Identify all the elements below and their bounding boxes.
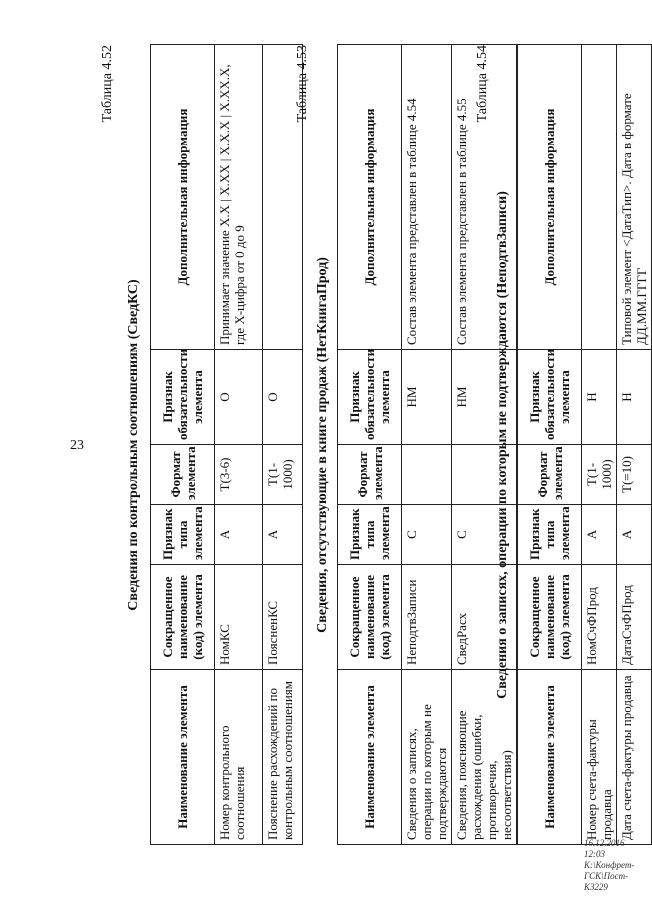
cell-info: Типовой элемент <ДатаТип>. Дата в формате ДД.ММ.ГГГГ [617, 45, 652, 350]
header-info: Дополнительная информация [151, 45, 215, 350]
table-row [617, 45, 652, 845]
cell-type: А [215, 505, 263, 565]
cell-required: Н [582, 350, 617, 445]
header-info: Дополнительная информация [518, 45, 582, 350]
cell-name: Пояснение расхождений по контрольным соотношениям [263, 670, 303, 845]
header-name: Наименование элемента [518, 670, 582, 845]
cell-name: Дата счета-фактуры продавца [617, 670, 652, 845]
header-format: Формат элемента [518, 445, 582, 505]
cell-info: Состав элемента представлен в таблице 4.55 [452, 45, 517, 350]
header-format: Формат элемента [151, 445, 215, 505]
cell-required: О [215, 350, 263, 445]
header-format: Формат элемента [338, 445, 402, 505]
table-4-54 [517, 44, 652, 845]
cell-code: НомКС [215, 565, 263, 670]
header-info: Дополнительная информация [338, 45, 402, 350]
cell-name: Сведения о записях, операции по которым не подтверждаются [402, 670, 452, 845]
table-label: Таблица 4.52 [100, 45, 115, 123]
header-row [518, 45, 582, 845]
cell-format: Т(1-1000) [263, 445, 303, 505]
header-type: Признак типа элемента [151, 505, 215, 565]
cell-required: НМ [452, 350, 517, 445]
cell-code: ДатаСчФПрод [617, 565, 652, 670]
section-title: Сведения, отсутствующие в книге продаж (НетКнигаПрод) [315, 257, 330, 633]
header-name: Наименование элемента [338, 670, 402, 845]
section-title: Сведения о записях, операции по которым не подтверждаются (НеподтвЗаписи) [495, 191, 510, 699]
section-title: Сведения по контрольным соотношениям (СведКС) [126, 279, 141, 611]
cell-required: НМ [402, 350, 452, 445]
table-row [402, 45, 452, 845]
header-required: Признак обязательности элемента [338, 350, 402, 445]
table-label: Таблица 4.53 [295, 45, 310, 123]
cell-name: Номер счета-фактуры продавца [582, 670, 617, 845]
header-name: Наименование элемента [151, 670, 215, 845]
page-number: 23 [70, 438, 84, 453]
rotated-document [100, 45, 649, 845]
cell-format: Т(3-6) [215, 445, 263, 505]
footer-path: К:\Конфрет-ГСК\Пост-КЗ229 [584, 860, 635, 892]
table-4-53 [337, 44, 517, 845]
cell-format [402, 445, 452, 505]
cell-name: Сведения, поясняющие расхождения (ошибки, противоречия, несоответствия) [452, 670, 517, 845]
table-row [582, 45, 617, 845]
header-required: Признак обязательности элемента [151, 350, 215, 445]
cell-code: НомСчФПрод [582, 565, 617, 670]
header-row [338, 45, 402, 845]
footer-stamp [584, 838, 640, 893]
cell-type: С [452, 505, 517, 565]
cell-info: Принимает значение Х.Х | Х.ХХ | Х.Х.Х | Х.ХХ.Х, где Х-цифра от 0 до 9 [215, 45, 263, 350]
cell-code: НеподтвЗаписи [402, 565, 452, 670]
cell-format: Т(=10) [617, 445, 652, 505]
cell-type: А [263, 505, 303, 565]
cell-type: А [617, 505, 652, 565]
header-code: Сокращенное наименование (код) элемента [518, 565, 582, 670]
cell-format: Т(1-1000) [582, 445, 617, 505]
cell-code: СведРасх [452, 565, 517, 670]
header-code: Сокращенное наименование (код) элемента [151, 565, 215, 670]
footer-date: 16.12.2016 12:03 [584, 838, 625, 859]
header-type: Признак типа элемента [338, 505, 402, 565]
cell-type: С [402, 505, 452, 565]
cell-info: Состав элемента представлен в таблице 4.54 [402, 45, 452, 350]
header-type: Признак типа элемента [518, 505, 582, 565]
cell-required: О [263, 350, 303, 445]
header-required: Признак обязательности элемента [518, 350, 582, 445]
cell-info [582, 45, 617, 350]
cell-required: Н [617, 350, 652, 445]
cell-name: Номер контрольного соотношения [215, 670, 263, 845]
header-code: Сокращенное наименование (код) элемента [338, 565, 402, 670]
table-row [215, 45, 263, 845]
table-row [263, 45, 303, 845]
header-row [151, 45, 215, 845]
cell-type: А [582, 505, 617, 565]
table-4-52 [150, 44, 303, 845]
table-label: Таблица 4.54 [475, 45, 490, 123]
cell-code: ПоясненКС [263, 565, 303, 670]
